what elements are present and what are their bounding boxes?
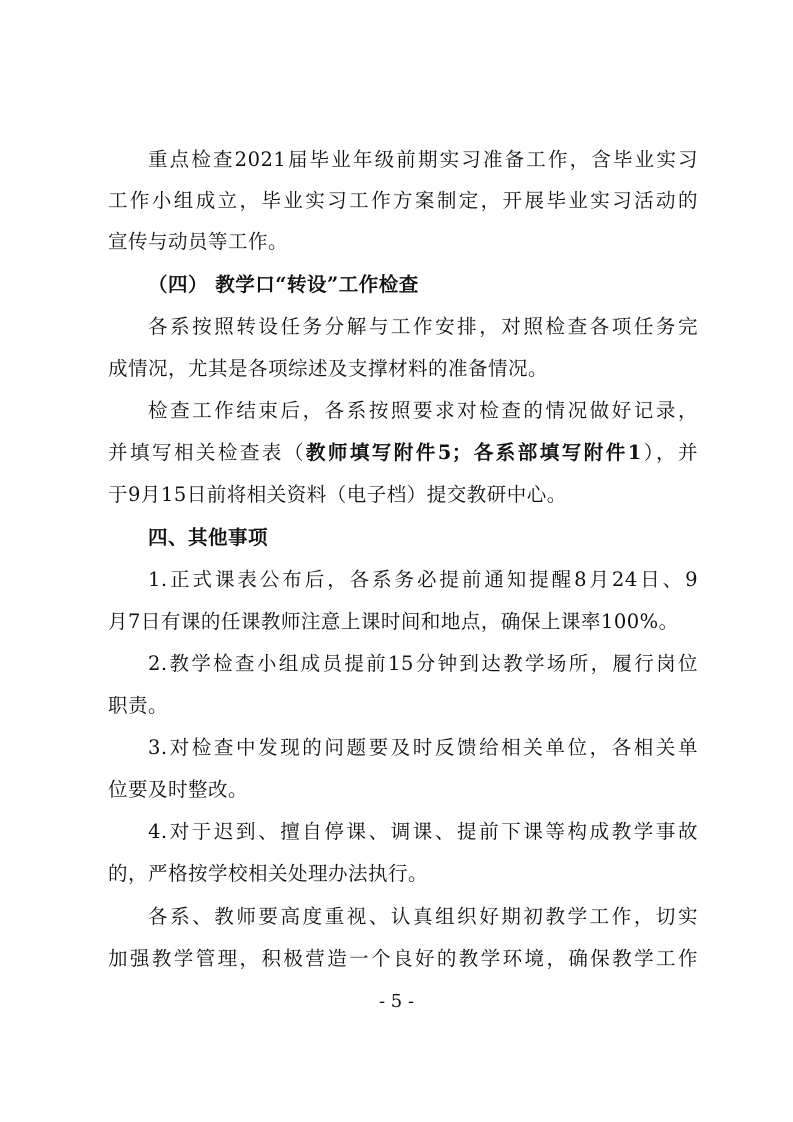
list-item-line: 1.正式课表公布后，各系务必提前通知提醒8月24日、9 bbox=[148, 568, 698, 591]
paragraph-line: 重点检查2021届毕业年级前期实习准备工作，含毕业实习 bbox=[148, 148, 698, 171]
paragraph-text: 并填写相关检查表（ bbox=[108, 441, 306, 464]
paragraph-line: 各系、教师要高度重视、认真组织好期初教学工作，切实 bbox=[148, 905, 698, 928]
list-item-line: 2.教学检查小组成员提前15分钟到达教学场所，履行岗位 bbox=[148, 652, 698, 675]
list-item-line: 3.对检查中发现的问题要及时反馈给相关单位，各相关单 bbox=[148, 736, 698, 759]
paragraph-line: 加强教学管理，积极营造一个良好的教学环境，确保教学工作 bbox=[108, 947, 698, 970]
paragraph-line: 检查工作结束后，各系按照要求对检查的情况做好记录， bbox=[148, 399, 698, 422]
paragraph-line: 于9月15日前将相关资料（电子档）提交教研中心。 bbox=[108, 483, 567, 506]
list-item-line: 4.对于迟到、擅自停课、调课、提前下课等构成教学事故 bbox=[148, 820, 698, 843]
paragraph-line bbox=[108, 439, 698, 467]
section-heading: 四、其他事项 bbox=[148, 526, 269, 549]
list-item-line: 月7日有课的任课教师注意上课时间和地点，确保上课率100%。 bbox=[108, 610, 679, 633]
paragraph-line: 各系按照转设任务分解与工作安排，对照检查各项任务完 bbox=[148, 315, 698, 338]
emphasis-text: 教师填写附件5；各系部填写附件1 bbox=[305, 441, 642, 464]
list-item-line: 的，严格按学校相关处理办法执行。 bbox=[108, 862, 429, 885]
page-number: - 5 - bbox=[378, 991, 415, 1012]
subsection-heading: （四） 教学口“转设”工作检查 bbox=[148, 273, 419, 296]
paragraph-line: 宣传与动员等工作。 bbox=[108, 230, 289, 253]
paragraph-line: 工作小组成立，毕业实习工作方案制定，开展毕业实习活动的 bbox=[108, 189, 698, 212]
list-item-line: 位要及时整改。 bbox=[108, 778, 249, 801]
list-item-line: 职责。 bbox=[108, 694, 169, 717]
paragraph-text: ），并 bbox=[641, 441, 698, 464]
paragraph-line: 成情况，尤其是各项综述及支撑材料的准备情况。 bbox=[108, 357, 549, 380]
